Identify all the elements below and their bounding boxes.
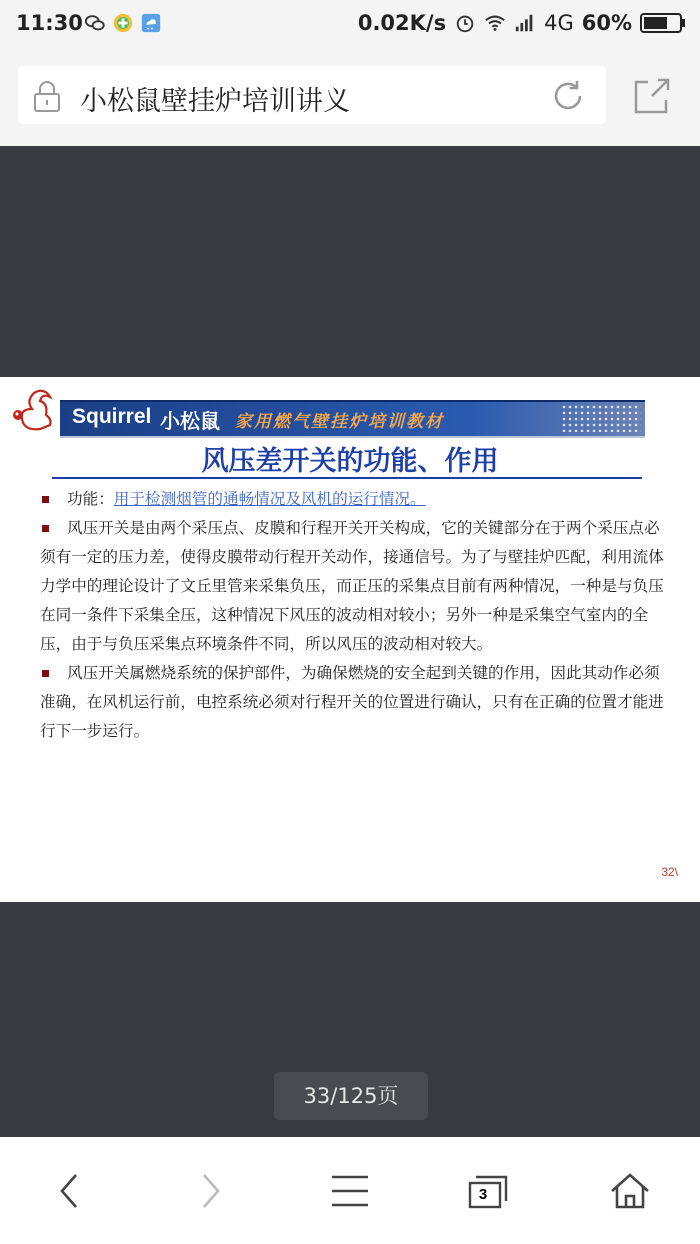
banner-dot-pattern bbox=[561, 404, 641, 432]
signal-icon bbox=[514, 12, 536, 34]
paragraph-text: 风压开关属燃烧系统的保护部件，为确保燃烧的安全起到关键的作用，因此其动作必须准确，在风机运行前，电控系统必须对行程开关的位置进行确认，只有在正确的位置才能进行下一步运行。 bbox=[40, 664, 664, 740]
bullet-icon bbox=[42, 670, 49, 677]
tab-count: 3 bbox=[478, 1186, 488, 1203]
battery-level: 60% bbox=[581, 11, 632, 35]
paragraph-protection bbox=[40, 659, 666, 746]
document-body bbox=[40, 485, 666, 746]
status-bar bbox=[0, 0, 700, 50]
brand-tagline: 家用燃气壁挂炉培训教材 bbox=[235, 412, 444, 432]
document-page bbox=[0, 377, 700, 902]
slide-number: 32\ bbox=[661, 865, 678, 879]
menu-icon[interactable] bbox=[328, 1169, 372, 1213]
bottom-navigation bbox=[0, 1137, 700, 1244]
wechat-icon bbox=[84, 12, 106, 34]
status-right bbox=[358, 11, 686, 35]
browser-toolbar bbox=[0, 50, 700, 146]
tabs-button[interactable] bbox=[466, 1169, 510, 1213]
address-bar[interactable] bbox=[18, 66, 606, 124]
page-indicator: 33/125页 bbox=[274, 1072, 428, 1120]
bullet-icon bbox=[42, 525, 49, 532]
network-type: 4G bbox=[544, 11, 574, 35]
paragraph-prefix: 功能： bbox=[67, 490, 114, 508]
page-title: 小松鼠壁挂炉培训讲义 bbox=[80, 86, 350, 117]
function-link[interactable]: 用于检测烟管的通畅情况及风机的运行情况。 bbox=[113, 490, 426, 508]
weather-icon bbox=[140, 12, 162, 34]
document-heading: 风压差开关的功能、作用 bbox=[201, 446, 499, 477]
brand-chinese: 小松鼠 bbox=[160, 409, 220, 433]
share-icon[interactable] bbox=[632, 76, 672, 116]
wifi-icon bbox=[484, 12, 506, 34]
forward-icon[interactable] bbox=[188, 1169, 232, 1213]
back-icon[interactable] bbox=[48, 1169, 92, 1213]
plus-app-icon bbox=[112, 12, 134, 34]
squirrel-logo-icon bbox=[10, 385, 58, 433]
network-speed: 0.02K/s bbox=[357, 11, 447, 35]
paragraph-function bbox=[40, 485, 666, 514]
status-time: 11:30 bbox=[16, 11, 83, 35]
brand-english: Squirrel bbox=[72, 405, 152, 428]
battery-icon bbox=[640, 12, 686, 34]
paragraph-structure bbox=[40, 514, 666, 659]
reload-icon[interactable] bbox=[550, 78, 586, 114]
notification-icons bbox=[84, 12, 162, 34]
paragraph-text: 风压开关是由两个采压点、皮膜和行程开关开关构成，它的关键部分在于两个采压点必须有一定的压力差，使得皮膜带动行程开关动作，接通信号。为了与壁挂炉匹配，利用流体力学中的理论设计了文丘里管来采集负压，而正压的采集点目前有两种情况，一种是与负压在同一条件下采集全压，这种情况下风压的波动相对较小；另外一种是采集空气室内的全压，由于与负压采集点环境条件不同，所以风压的波动相对较大。 bbox=[40, 519, 664, 653]
heading-divider bbox=[52, 477, 642, 479]
alarm-icon bbox=[454, 12, 476, 34]
home-icon[interactable] bbox=[608, 1169, 652, 1213]
lock-icon bbox=[32, 79, 62, 113]
bullet-icon bbox=[42, 496, 49, 503]
document-brand-banner bbox=[60, 400, 645, 438]
